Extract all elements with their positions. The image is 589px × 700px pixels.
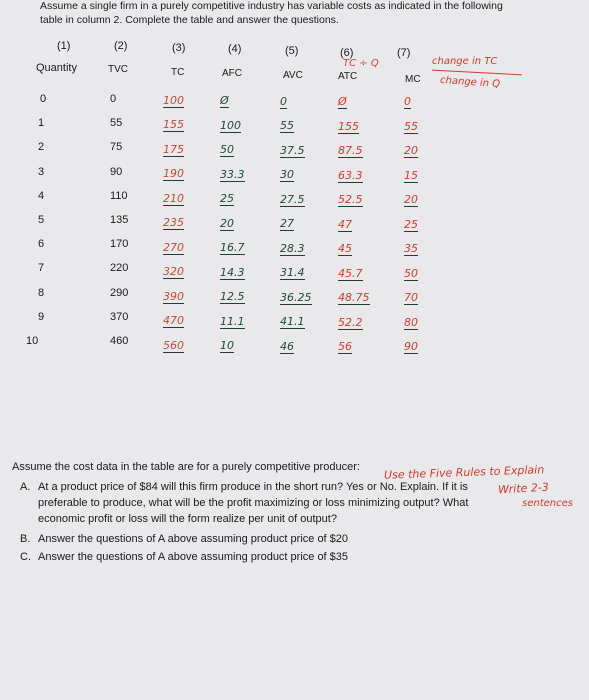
question-b-text: Answer the questions of A above assuming product price of $20: [38, 533, 349, 545]
cell-atc: 87.5: [338, 144, 363, 157]
cell-tc: 155: [163, 118, 184, 132]
cell-afc: 33.3: [220, 167, 245, 181]
cell-atc: 52.2: [338, 315, 363, 329]
cell-avc: 30: [280, 168, 294, 182]
cell-quantity: 1: [38, 117, 45, 130]
cell-atc: 56: [338, 340, 352, 353]
cell-mc: 15: [404, 168, 418, 182]
cell-avc: 27: [280, 217, 294, 231]
cell-atc: 45.7: [338, 266, 363, 280]
cell-avc: 36.25: [280, 290, 312, 304]
cell-mc: 80: [404, 315, 418, 329]
cell-tc: 210: [163, 191, 184, 205]
cell-tvc: 460: [110, 335, 129, 347]
mc-note-bottom: change in Q: [439, 74, 501, 91]
col-number-6: (6): [340, 47, 354, 59]
cell-tvc: 290: [110, 286, 129, 299]
cell-avc: 41.1: [280, 315, 305, 329]
cell-afc: 50: [220, 143, 234, 157]
cell-mc: 20: [404, 144, 418, 158]
cell-tvc: 220: [110, 262, 129, 275]
cell-tvc: 170: [110, 238, 129, 251]
cell-mc: 0: [404, 95, 411, 109]
cell-mc: 20: [404, 193, 418, 207]
cell-atc: 155: [338, 119, 359, 133]
cell-tvc: 90: [110, 165, 123, 178]
cell-tc: 100: [163, 93, 184, 107]
cell-tc: 190: [163, 167, 184, 181]
questions-intro: Assume the cost data in the table are for a purely competitive producer:: [12, 461, 360, 473]
cell-afc: 14.3: [220, 265, 245, 279]
cell-mc: 55: [404, 119, 418, 133]
col-number-3: (3): [172, 42, 186, 54]
cell-tc: 390: [163, 289, 184, 303]
cell-tvc: 0: [110, 93, 117, 105]
col-number-4: (4): [228, 43, 242, 55]
cell-afc: 10: [220, 339, 234, 353]
question-a-line-2: preferable to produce, what will be the profit maximizing or loss minimizing output? What: [38, 497, 469, 509]
intro-line-1: Assume a single firm in a purely competitive industry has variable costs as indicated in the following: [40, 0, 503, 12]
cell-tvc: 110: [110, 189, 128, 202]
question-c-text: Answer the questions of A above assuming product price of $35: [38, 551, 349, 563]
cell-afc: 12.5: [220, 290, 245, 304]
note-write: Write 2-3: [497, 480, 550, 497]
cell-tvc: 370: [110, 310, 129, 323]
cell-tvc: 55: [110, 117, 123, 130]
cell-tc: 235: [163, 216, 184, 230]
cell-afc: 16.7: [220, 241, 245, 255]
mc-note-top: change in TC: [432, 56, 498, 67]
cell-afc: 11.1: [220, 314, 245, 328]
header-mc: MC: [405, 74, 421, 85]
cell-mc: 90: [404, 340, 418, 354]
cell-tc: 560: [163, 338, 184, 352]
cell-mc: 50: [404, 266, 418, 280]
cell-quantity: 5: [38, 214, 45, 226]
note-sentences: sentences: [522, 498, 573, 509]
cell-avc: 0: [280, 94, 287, 108]
cell-atc: 63.3: [338, 168, 363, 182]
header-tc: TC: [171, 67, 185, 78]
header-afc: AFC: [222, 68, 242, 79]
cell-avc: 28.3: [280, 241, 305, 255]
cell-atc: 52.5: [338, 193, 363, 206]
col-number-1: (1): [57, 40, 71, 52]
cell-atc: 45: [338, 242, 352, 255]
atc-note: TC ÷ Q: [343, 58, 379, 69]
header-atc: ATC: [338, 71, 358, 82]
cell-mc: 35: [404, 242, 418, 256]
cell-quantity: 7: [38, 262, 45, 275]
header-avc: AVC: [283, 70, 303, 81]
note-five-rules: Use the Five Rules to Explain: [383, 463, 545, 482]
cell-mc: 25: [404, 217, 418, 231]
cell-afc: 20: [220, 216, 234, 230]
cell-mc: 70: [404, 291, 418, 305]
cell-avc: 46: [280, 339, 294, 353]
cell-quantity: 6: [38, 238, 45, 251]
header-quantity: Quantity: [36, 62, 77, 74]
cell-quantity: 2: [38, 141, 45, 154]
question-a-line-1: At a product price of $84 will this firm produce in the short run? Yes or No. Explain. If it is: [38, 481, 468, 493]
cell-atc: Ø: [338, 95, 347, 108]
col-number-5: (5): [285, 45, 299, 57]
question-a-label: A.: [20, 481, 31, 493]
cell-tvc: 135: [110, 214, 129, 226]
cell-tc: 175: [163, 142, 184, 156]
cell-atc: 48.75: [338, 291, 370, 304]
header-tvc: TVC: [108, 64, 128, 75]
cell-avc: 55: [280, 119, 294, 133]
cell-tc: 270: [163, 240, 184, 254]
question-c-label: C.: [20, 551, 31, 563]
cell-quantity: 4: [38, 189, 45, 202]
cell-tc: 320: [163, 265, 184, 279]
cell-avc: 31.4: [280, 266, 305, 280]
cell-quantity: 9: [38, 310, 45, 323]
intro-line-2: table in column 2. Complete the table and answer the questions.: [40, 14, 339, 26]
col-number-2: (2): [114, 40, 128, 52]
cell-tvc: 75: [110, 141, 123, 154]
cell-quantity: 8: [38, 286, 45, 299]
question-a-line-3: economic profit or loss will the form realize per unit of output?: [38, 513, 337, 525]
cell-afc: Ø: [220, 94, 229, 108]
cell-atc: 47: [338, 217, 352, 231]
cell-quantity: 10: [26, 335, 39, 347]
col-number-7: (7): [397, 47, 411, 59]
cell-avc: 37.5: [280, 143, 305, 157]
cell-tc: 470: [163, 314, 184, 328]
cell-quantity: 0: [40, 93, 47, 105]
question-b-label: B.: [20, 533, 31, 545]
cell-afc: 100: [220, 118, 241, 132]
cell-quantity: 3: [38, 165, 45, 178]
cell-afc: 25: [220, 192, 234, 206]
cell-avc: 27.5: [280, 192, 305, 206]
